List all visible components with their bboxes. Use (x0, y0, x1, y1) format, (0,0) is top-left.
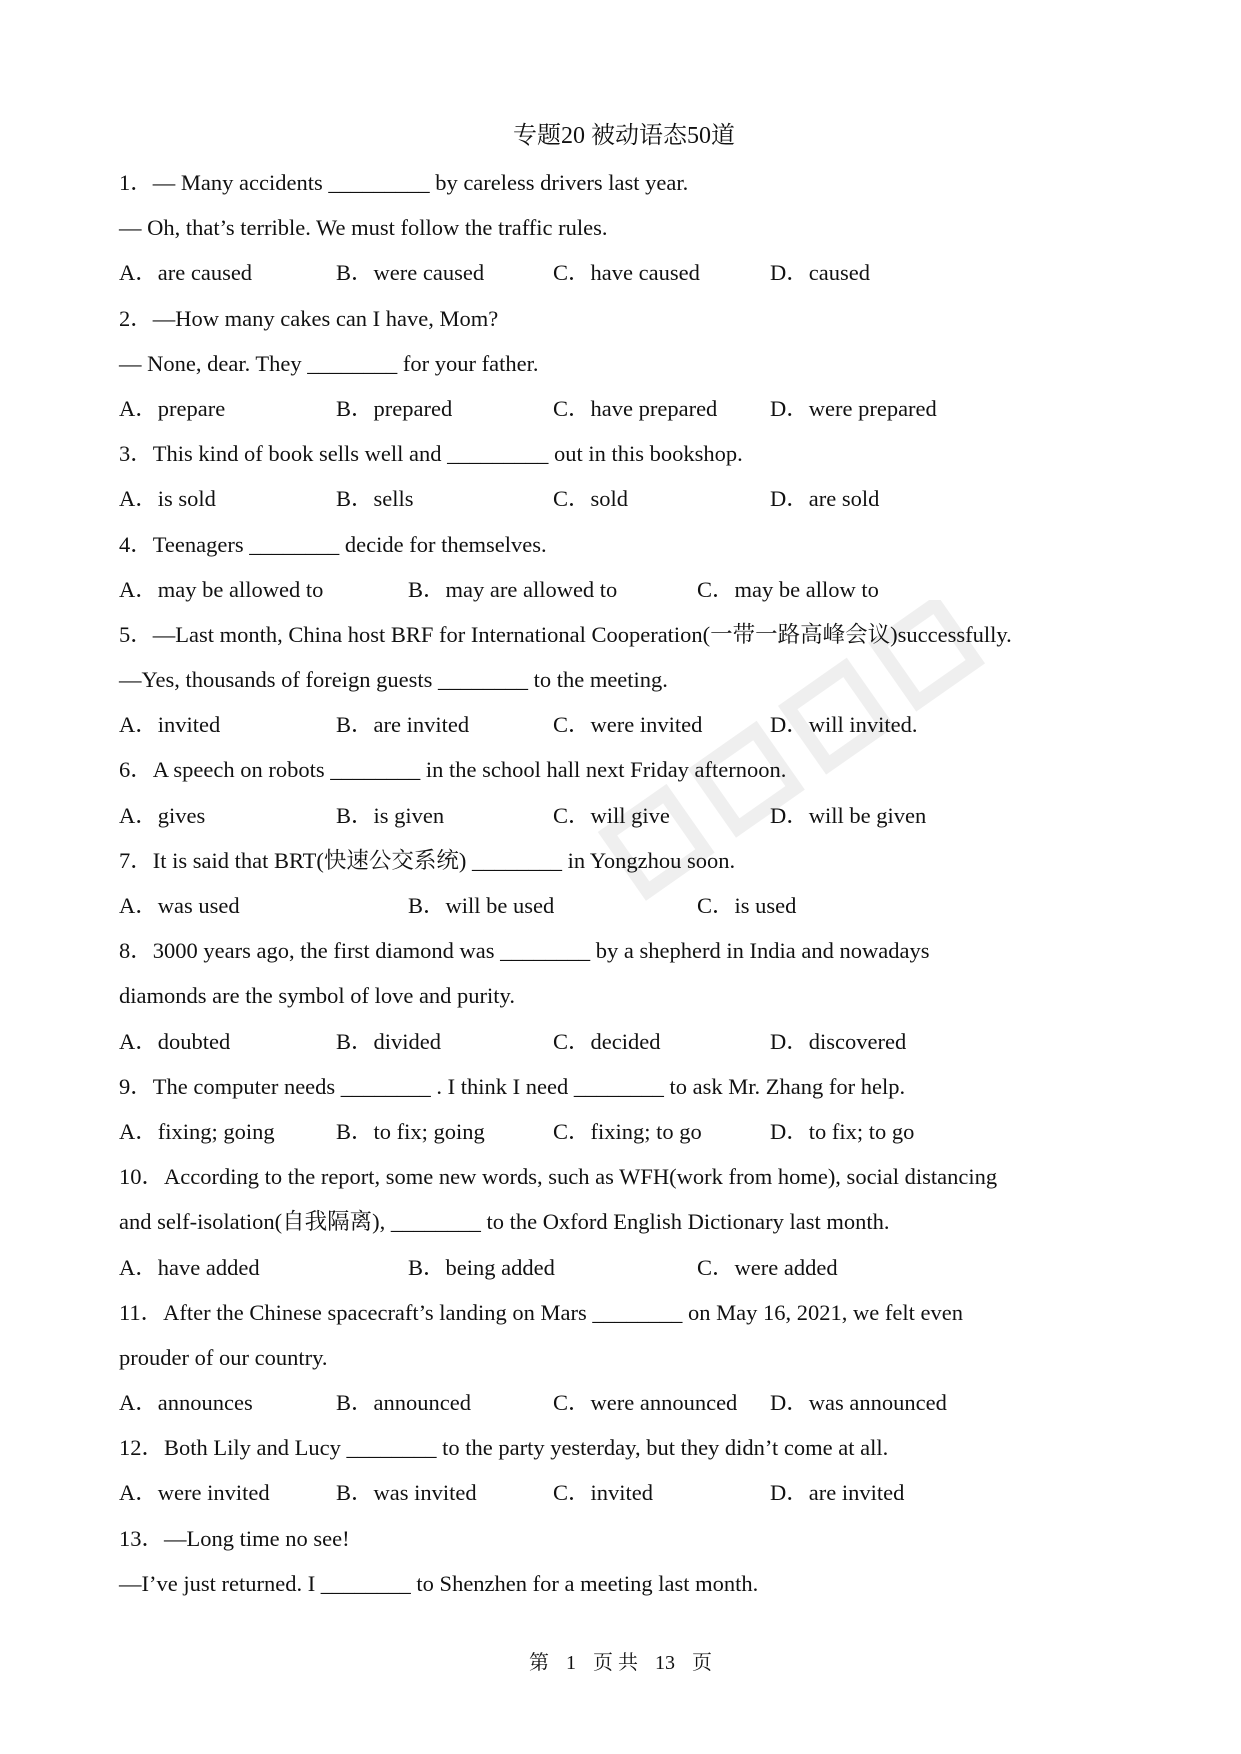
question-2-stem-2: — None, dear. They ________ for your father. (119, 350, 539, 376)
option-a: A．announces (119, 1390, 253, 1416)
option-c: C．were invited (553, 712, 703, 738)
option-b: B．announced (336, 1390, 471, 1416)
option-b: B．are invited (336, 712, 470, 738)
option-d: D．were prepared (770, 395, 937, 421)
question-1-options (119, 250, 1129, 295)
option-c: C．have prepared (553, 395, 718, 421)
question-5-options (119, 702, 1129, 747)
option-a: A．is sold (119, 486, 216, 512)
option-c: C．is used (697, 893, 797, 918)
option-b: B．was invited (336, 1480, 477, 1506)
option-c: C．were added (697, 1254, 838, 1280)
question-2-stem: 2．—How many cakes can I have, Mom? (119, 305, 499, 331)
question-10-stem-2: and self-isolation(自我隔离), ________ to the Oxford English Dictionary last month. (119, 1209, 890, 1235)
option-a: A．gives (119, 802, 206, 828)
option-b: B．divided (336, 1028, 441, 1054)
option-a: A．prepare (119, 395, 226, 421)
option-d: D．are invited (770, 1480, 905, 1506)
question-10-options (119, 1245, 1129, 1290)
option-c: C．sold (553, 486, 629, 512)
option-c: C．were announced (553, 1390, 738, 1416)
option-c: C．invited (553, 1480, 653, 1506)
footer-middle: 页 共 (593, 1652, 638, 1674)
footer-total-pages: 13 (655, 1652, 675, 1674)
option-b: B．prepared (336, 395, 453, 421)
option-a: A．were invited (119, 1480, 270, 1506)
question-4-stem: 4．Teenagers ________ decide for themselves. (119, 531, 547, 557)
option-d: D．are sold (770, 486, 880, 512)
question-8-stem-2: diamonds are the symbol of love and purity. (119, 983, 515, 1009)
option-b: B．being added (408, 1254, 555, 1280)
question-5-stem: 5．—Last month, China host BRF for International Cooperation(一带一路高峰会议)successfully. (119, 621, 1012, 647)
option-a: A．are caused (119, 260, 253, 286)
question-12-options (119, 1470, 1129, 1515)
option-c: C．have caused (553, 260, 700, 286)
question-1-stem: 1．— Many accidents _________ by careless drivers last year. (119, 170, 689, 195)
footer-page-number: 1 (566, 1652, 576, 1674)
option-b: B．to fix; going (336, 1118, 485, 1144)
page-title: 专题20 被动语态50道 (513, 123, 735, 149)
option-c: C．may be allow to (697, 576, 879, 602)
option-c: C．will give (553, 802, 670, 828)
option-d: D．will invited. (770, 712, 918, 738)
question-13-stem-2: —I’ve just returned. I ________ to Shenzhen for a meeting last month. (119, 1570, 759, 1596)
option-b: B．will be used (408, 893, 555, 918)
question-11-options (119, 1380, 1129, 1425)
option-d: D．to fix; to go (770, 1118, 915, 1144)
question-9-stem: 9．The computer needs ________ . I think I need ________ to ask Mr. Zhang for help. (119, 1073, 906, 1099)
question-1-stem-2: — Oh, that’s terrible. We must follow the traffic rules. (119, 215, 608, 241)
question-3-stem: 3．This kind of book sells well and _________ out in this bookshop. (119, 441, 743, 467)
question-8-options (119, 1019, 1129, 1064)
option-c: C．decided (553, 1028, 661, 1054)
option-b: B．sells (336, 486, 414, 512)
option-d: D．will be given (770, 802, 927, 828)
question-4-options (119, 567, 1129, 612)
question-6-stem: 6．A speech on robots ________ in the school hall next Friday afternoon. (119, 757, 787, 783)
option-a: A．have added (119, 1254, 260, 1280)
option-d: D．caused (770, 260, 870, 286)
option-a: A．fixing; going (119, 1118, 275, 1144)
question-8-stem: 8．3000 years ago, the first diamond was ________ by a shepherd in India and nowadays (119, 938, 930, 964)
question-6-options (119, 793, 1129, 838)
footer-prefix: 第 (529, 1652, 549, 1674)
option-b: B．is given (336, 802, 445, 828)
question-10-stem: 10．According to the report, some new words, such as WFH(work from home), social distancing (119, 1164, 998, 1190)
option-c: C．fixing; to go (553, 1118, 702, 1144)
option-a: A．doubted (119, 1028, 231, 1054)
question-3-options (119, 476, 1129, 521)
footer-suffix: 页 (692, 1652, 712, 1674)
document-page (119, 112, 1129, 1606)
question-13-stem: 13．—Long time no see! (119, 1525, 350, 1551)
question-11-stem: 11．After the Chinese spacecraft’s landing on Mars ________ on May 16, 2021, we felt even (119, 1299, 963, 1325)
option-a: A．was used (119, 893, 240, 918)
option-a: A．may be allowed to (119, 576, 324, 602)
question-5-stem-2: —Yes, thousands of foreign guests ________ to the meeting. (119, 667, 668, 693)
question-7-options (119, 883, 1129, 928)
option-b: B．were caused (336, 260, 485, 286)
option-d: D．discovered (770, 1028, 907, 1054)
question-12-stem: 12．Both Lily and Lucy ________ to the party yesterday, but they didn’t come at all. (119, 1435, 889, 1461)
option-d: D．was announced (770, 1390, 947, 1416)
page-footer (0, 1646, 1241, 1675)
option-a: A．invited (119, 712, 221, 738)
question-2-options (119, 386, 1129, 431)
question-7-stem: 7．It is said that BRT(快速公交系统) ________ in Yongzhou soon. (119, 847, 736, 873)
option-b: B．may are allowed to (408, 576, 618, 602)
question-11-stem-2: prouder of our country. (119, 1344, 328, 1370)
question-9-options (119, 1109, 1129, 1154)
